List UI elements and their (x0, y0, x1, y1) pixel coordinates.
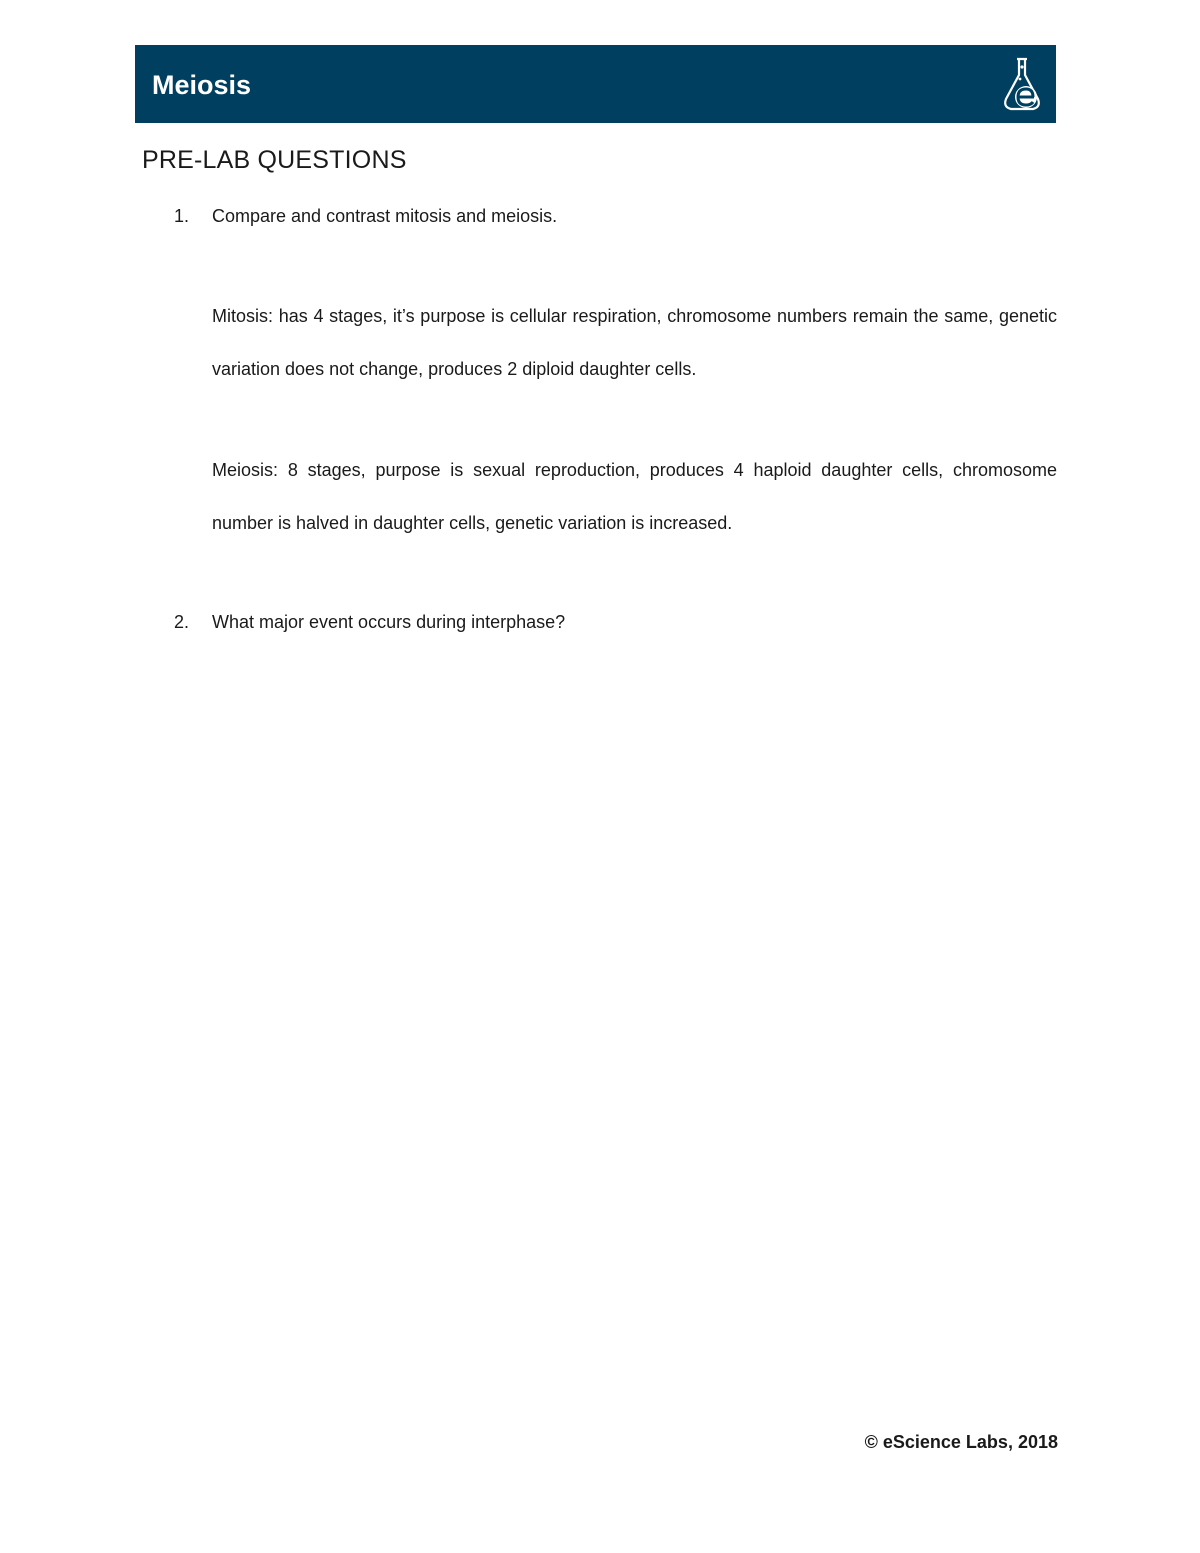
section-heading: PRE-LAB QUESTIONS (142, 146, 407, 174)
question-text: Compare and contrast mitosis and meiosis. (212, 206, 558, 226)
page-title: Meiosis (152, 70, 252, 100)
answer-paragraph-mitosis: Mitosis: has 4 stages, it’s purpose is cellular respiration, chromosome numbers remain the same, genetic variation does not change, produces 2 diploid daughter cells. (212, 306, 1057, 379)
answer-paragraph-meiosis: Meiosis: 8 stages, purpose is sexual reproduction, produces 4 haploid daughter cells, chromosome number is halved in daughter cells, genetic variation is increased. (212, 460, 1057, 533)
question-text: What major event occurs during interphase? (212, 612, 566, 632)
question-number: 1. (174, 206, 190, 226)
question-number: 2. (174, 612, 190, 632)
header-bar (135, 45, 1056, 123)
footer-copyright: © eScience Labs, 2018 (864, 1432, 1058, 1452)
flask-e-logo-icon (998, 55, 1046, 113)
